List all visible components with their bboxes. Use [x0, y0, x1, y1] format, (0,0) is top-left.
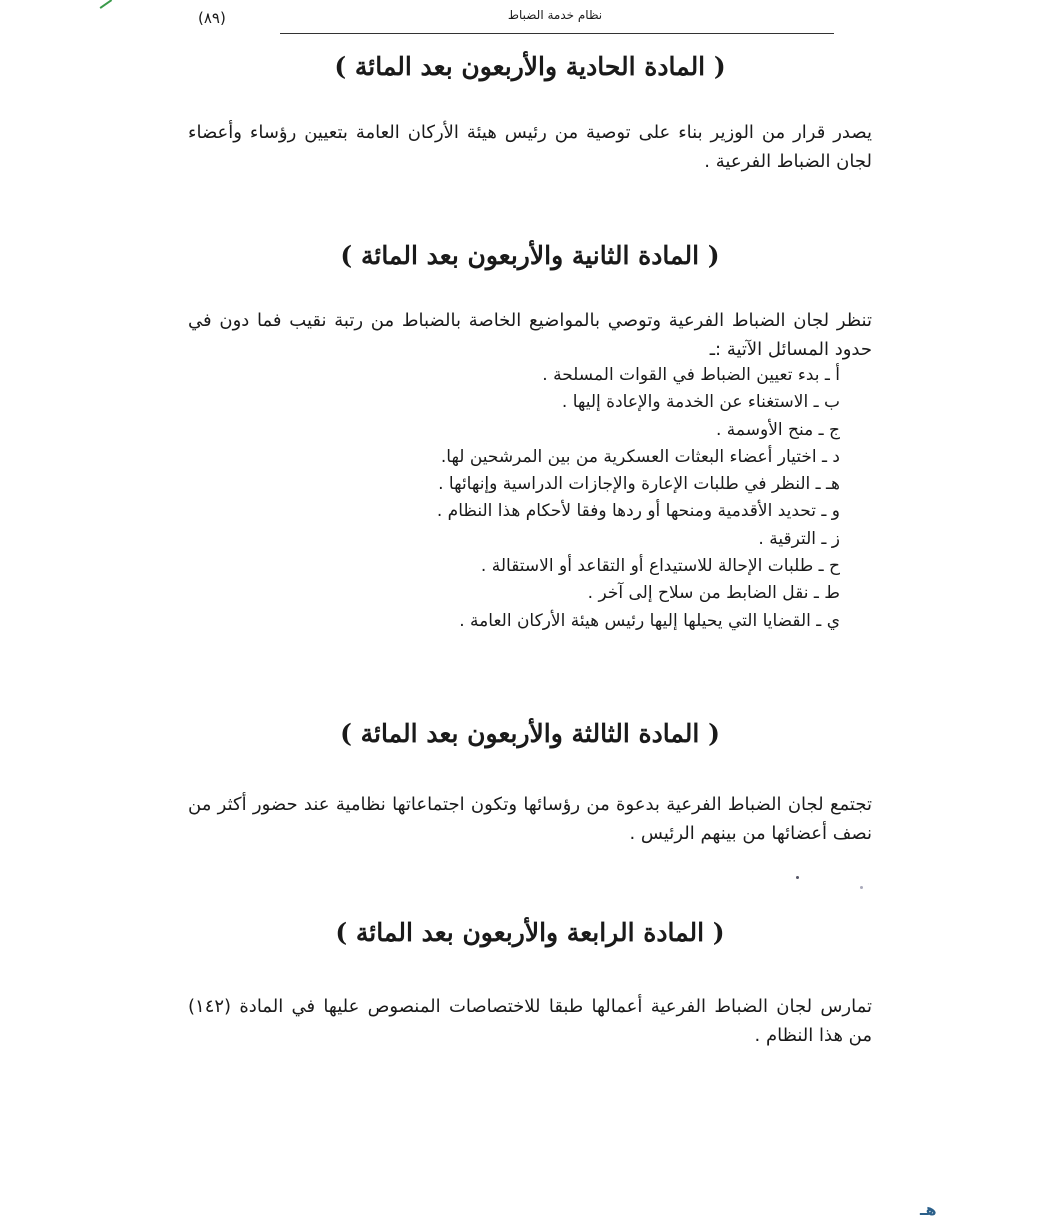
list-item: ج ـ منح الأوسمة . [716, 419, 840, 440]
list-item: ط ـ نقل الضابط من سلاح إلى آخر . [587, 583, 840, 604]
article-142-body: تنظر لجان الضباط الفرعية وتوصي بالمواضيع الخاصة بالضباط من رتبة نقيب فما دون في حدود المسائل الآتية :ـ [188, 310, 872, 360]
article-142-item-list [300, 362, 840, 635]
scan-speck [860, 886, 863, 889]
green-pen-mark [94, 0, 112, 9]
article-142-heading: ( المادة الثانية والأربعون بعد المائة ) [340, 241, 720, 270]
list-item: هـ ـ النظر في طلبات الإعارة والإجازات الدراسية وإنهائها . [438, 474, 840, 495]
article-143-heading: ( المادة الثالثة والأربعون بعد المائة ) [340, 719, 720, 748]
page-number: (٨٩) [198, 9, 226, 27]
article-141-heading: ( المادة الحادية والأربعون بعد المائة ) [334, 52, 726, 81]
corner-mark: هـ [920, 1200, 937, 1219]
running-header-title: نظام خدمة الضباط [507, 8, 603, 22]
list-item: د ـ اختيار أعضاء البعثات العسكرية من بين المرشحين لها. [440, 446, 840, 467]
list-item: و ـ تحديد الأقدمية ومنحها أو ردها وفقا لأحكام هذا النظام . [436, 501, 840, 522]
article-144-body: تمارس لجان الضباط الفرعية أعمالها طبقا للاختصاصات المنصوص عليها في المادة (١٤٢) من هذا النظام . [188, 996, 872, 1046]
list-item: أ ـ بدء تعيين الضباط في القوات المسلحة . [542, 365, 840, 385]
list-item: ب ـ الاستغناء عن الخدمة والإعادة إليها . [561, 392, 840, 413]
list-item: ز ـ الترقية . [758, 528, 840, 549]
header-rule [280, 33, 834, 34]
article-144-heading: ( المادة الرابعة والأربعون بعد المائة ) [335, 918, 725, 947]
list-item: ح ـ طلبات الإحالة للاستيداع أو التقاعد أو الاستقالة . [480, 556, 840, 577]
article-143-body: تجتمع لجان الضباط الفرعية بدعوة من رؤسائها وتكون اجتماعاتها نظامية عند حضور أكثر من نصف أعضائها من بينهم الرئيس . [188, 794, 872, 844]
article-141-body: يصدر قرار من الوزير بناء على توصية من رئيس هيئة الأركان العامة بتعيين رؤساء وأعضاء لجان الضباط الفرعية . [188, 122, 872, 172]
list-item: ي ـ القضايا التي يحيلها إليها رئيس هيئة الأركان العامة . [459, 610, 840, 631]
scan-speck [796, 876, 799, 879]
